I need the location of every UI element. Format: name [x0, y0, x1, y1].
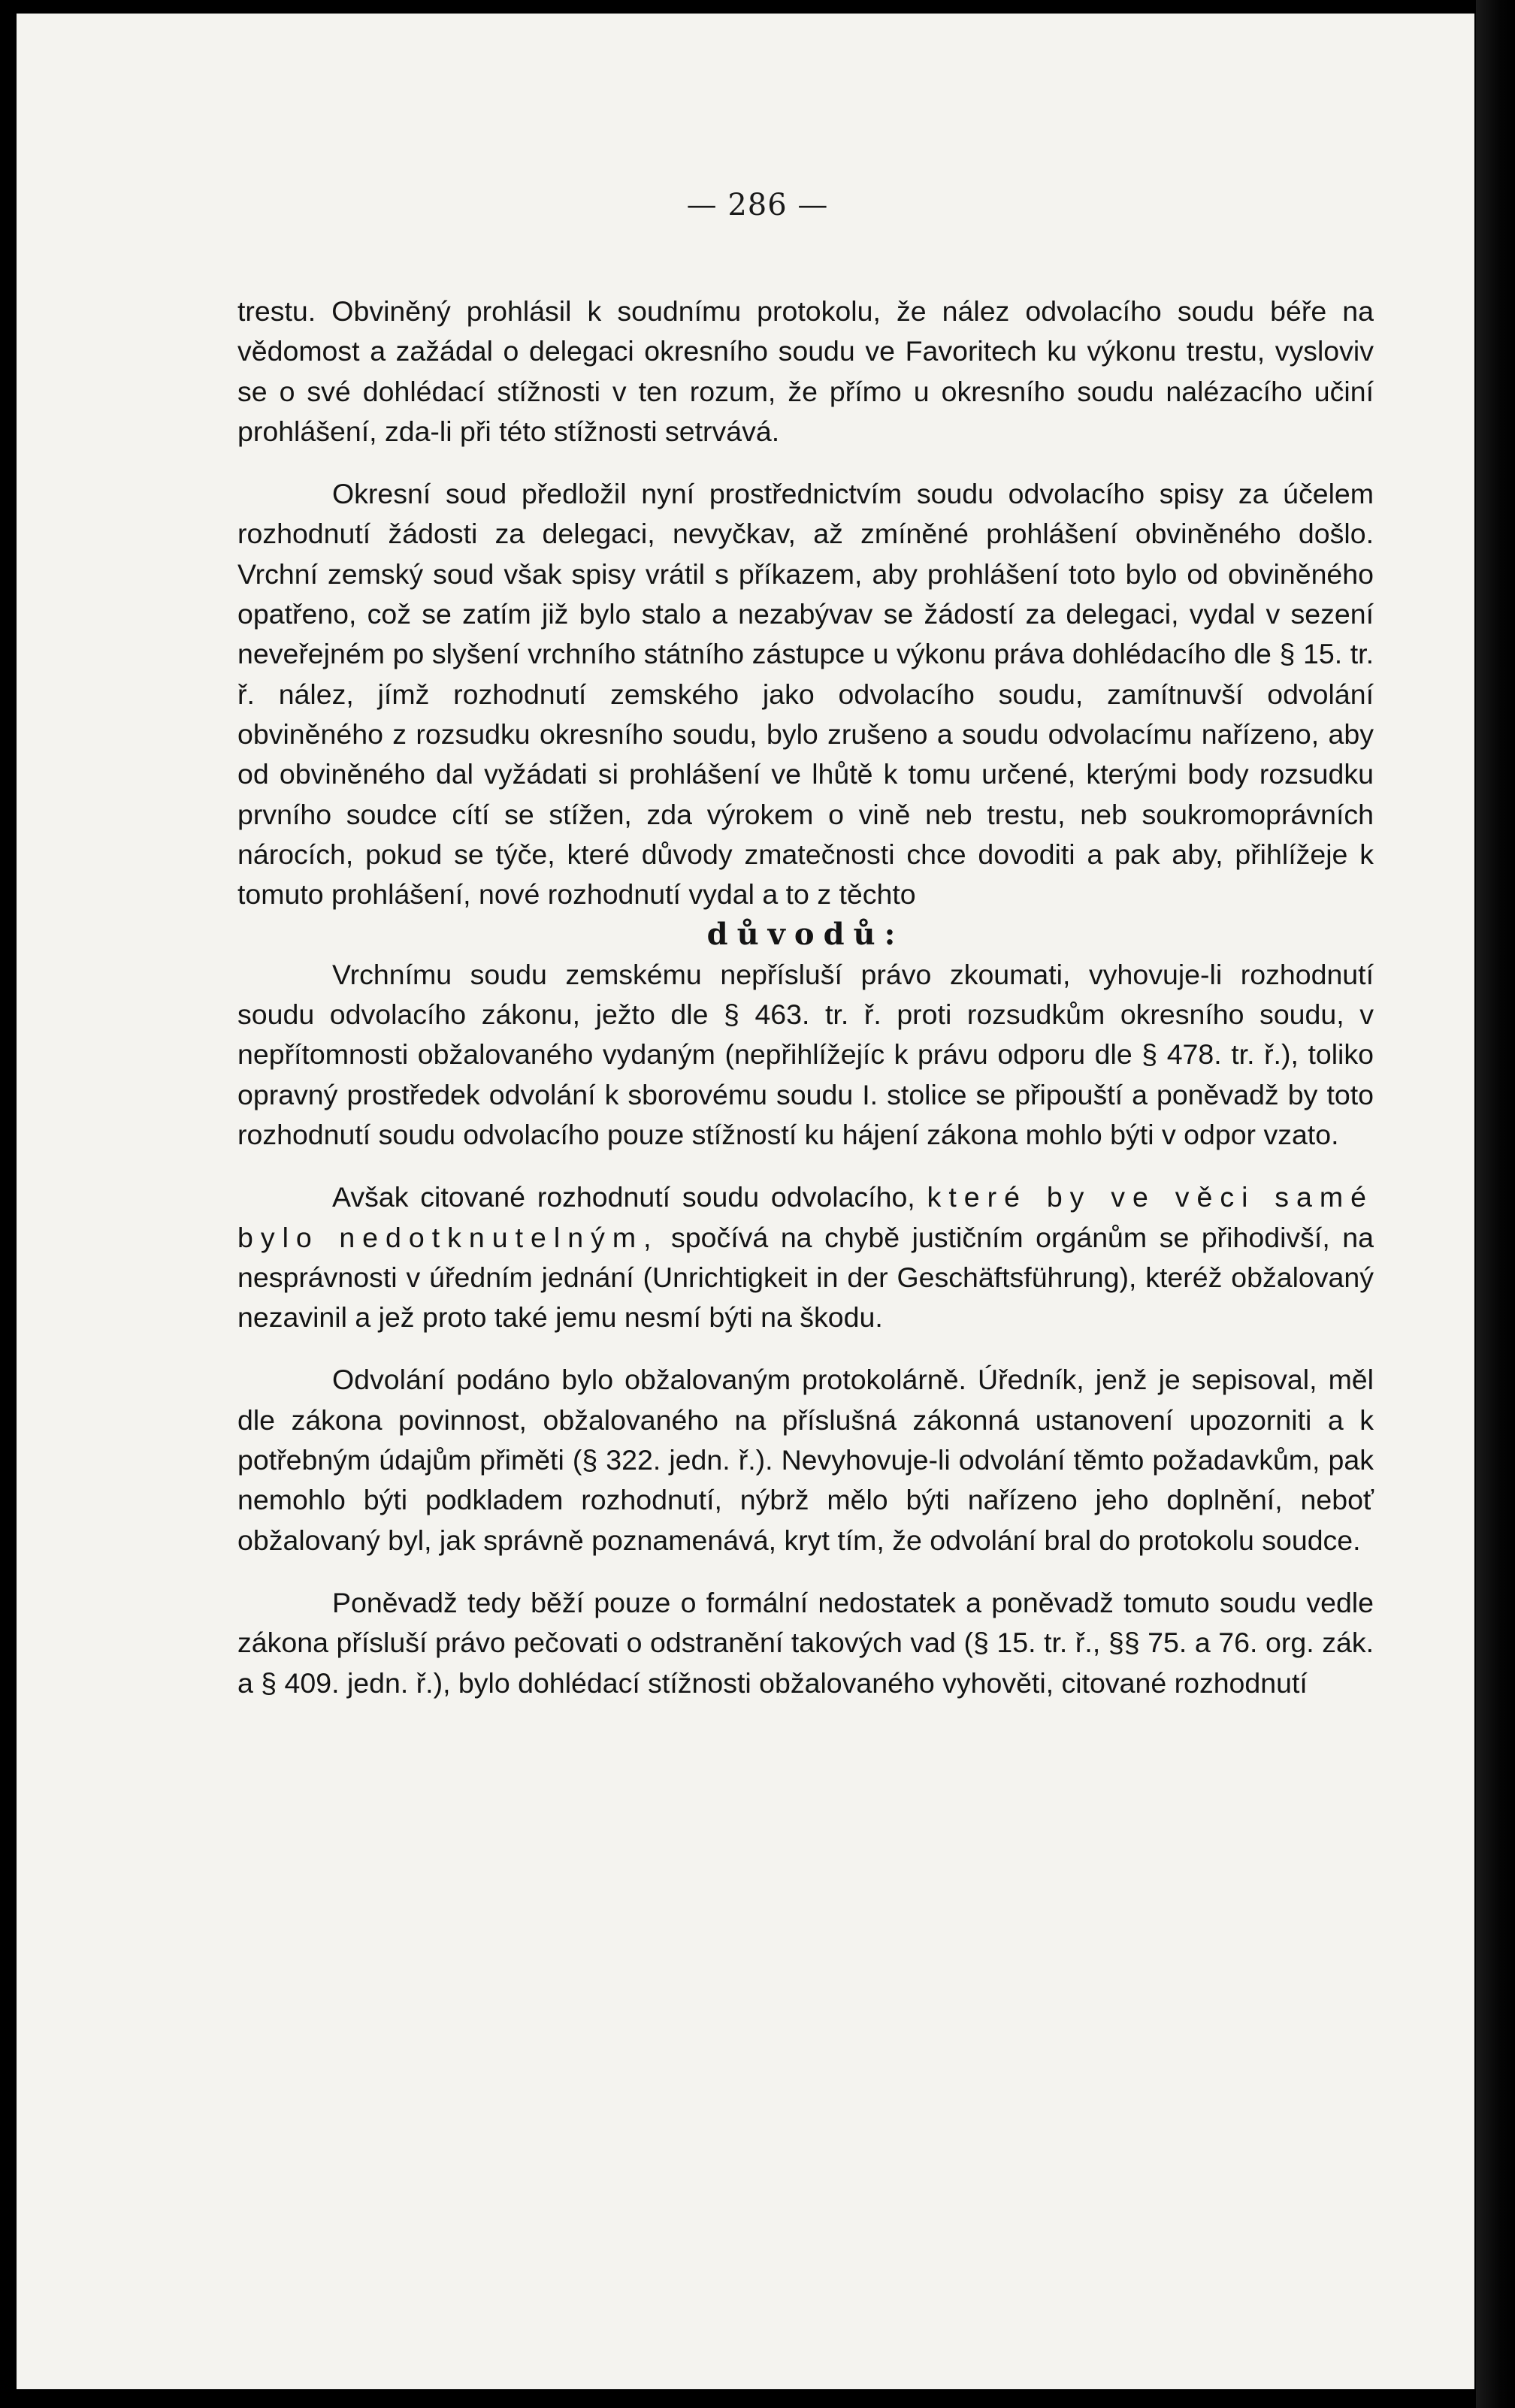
paragraph-3: Vrchnímu soudu zemskému nepřísluší právo zkoumati, vyhovuje-li rozhodnutí soudu odvolacího zákonu, ježto dle § 463. tr. ř. proti rozsudkům okresního soudu, v nepřítomnosti obžalovaného vydaným (nepřihlížejíc k právu odporu dle § 478. tr. ř.), toliko opravný prostředek odvolání k sborovému soudu I. stolice se připouští a poněvadž by toto rozhodnutí soudu odvolacího pouze stížností ku hájení zákona mohlo býti v odpor vzato. — [237, 958, 1374, 1150]
paragraph-4-rest: spočívá na chybě justičním orgánům se přihodivší, na nesprávnosti v úředním jednání (Unrichtigkeit in der Geschäftsführung), kteréž obžalovaný nezavinil a jež proto také jemu nesmí býti na škodu. — [237, 1221, 1374, 1334]
paragraph-6: Poněvadž tedy běží pouze o formální nedostatek a poněvadž tomuto soudu vedle zákona přísluší právo pečovati o odstranění takových vad (§ 15. tr. ř., §§ 75. a 76. org. zák. a § 409. jedn. ř.), bylo dohlédací stížnosti obžalovaného vyhověti, citované rozhodnutí — [237, 1586, 1374, 1699]
paragraph-1: trestu. Obviněný prohlásil k soudnímu protokolu, že nález odvolacího soudu béře na vědomost a zažádal o delegaci okresního soudu ve Favoritech ku výkonu trestu, vysloviv se o své dohlédací stížnosti v ten rozum, že přímo u okresního soudu nalézacího učiní prohlášení, zda-li při této stížnosti setrvává. — [237, 295, 1374, 447]
body-text — [237, 292, 1374, 1703]
paragraph-4-start: Avšak citované rozhodnutí soudu odvolacího, — [332, 1181, 915, 1213]
section-heading: důvodů: — [706, 917, 905, 953]
page-number-header: — 286 — — [686, 188, 829, 222]
paragraph-2: Okresní soud předložil nyní prostřednictvím soudu odvolacího spisy za účelem rozhodnutí žádosti za delegaci, nevyčkav, až zmíněné prohlášení obviněného došlo. Vrchní zemský soud však spisy vrátil s příkazem, aby prohlášení toto bylo od obviněného opatřeno, což se zatím již bylo stalo a nezabývav se žádostí za delegaci, vydal v sezení neveřejném po slyšení vrchního státního zástupce u výkonu práva dohlédacího dle § 15. tr. ř. nález, jímž rozhodnutí zemského jako odvolacího soudu, zamítnuvší odvolání obviněného z rozsudku okresního soudu, bylo zrušeno a soudu odvolacímu nařízeno, aby od obviněného dal vyžádati si prohlášení ve lhůtě k tomu určené, kterými body rozsudku prvního soudce cítí se stížen, zda výrokem o vině neb trestu, neb soukromoprávních nárocích, pokud se týče, které důvody zmatečnosti chce dovoditi a pak aby, přihlížeje k tomuto prohlášení, nové rozhodnutí vydal a to z těchto — [237, 478, 1374, 911]
paragraph-5: Odvolání podáno bylo obžalovaným protokolárně. Úředník, jenž je sepisoval, měl dle zákona povinnost, obžalovaného na příslušná zákonná ustanovení upozorniti a k potřebným údajům přiměti (§ 322. jedn. ř.). Nevyhovuje-li odvolání těmto požadavkům, pak nemohlo býti podkladem rozhodnutí, nýbrž mělo býti nařízeno jeho doplnění, neboť obžalovaný byl, jak správně poznamenává, kryt tím, že odvolání bral do protokolu soudce. — [237, 1364, 1374, 1556]
paragraph-4 — [237, 1177, 1374, 1337]
book-binding-edge — [1476, 0, 1515, 2408]
paragraph-4-spaced-emphasis: které by ve věci samé bylo nedotknutelným, — [237, 1181, 1374, 1253]
